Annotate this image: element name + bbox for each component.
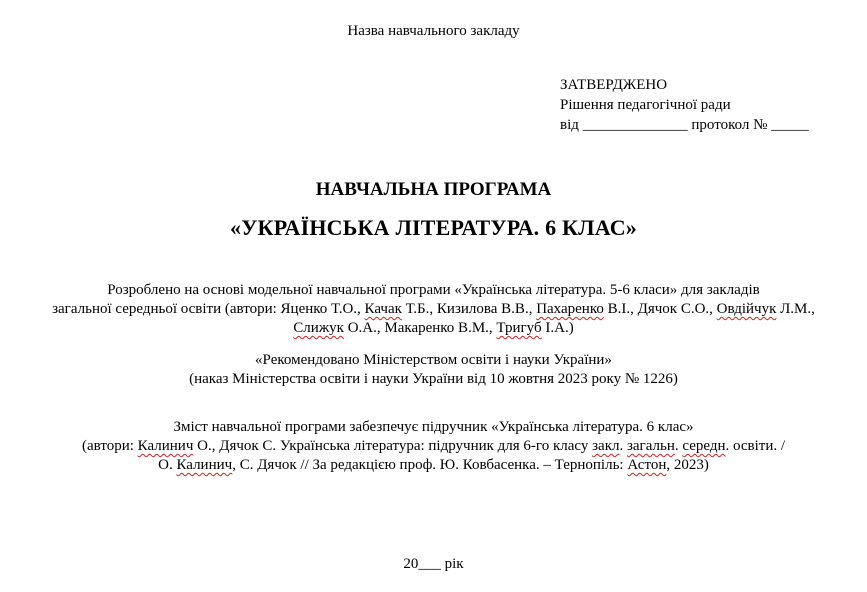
approved-label: ЗАТВЕРДЖЕНО [560, 77, 668, 93]
council-decision-label: Рішення педагогічної ради [560, 97, 731, 113]
course-title: «УКРАЇНСЬКА ЛІТЕРАТУРА. 6 КЛАС» [230, 215, 637, 240]
year-line: 20___ рік [403, 556, 464, 572]
spellcheck-word: Калинич [176, 457, 233, 473]
spellcheck-word: Астон [627, 457, 667, 473]
recommended-line-1: «Рекомендовано Міністерством освіти і науки України» [255, 352, 612, 368]
spellcheck-word: загальн [626, 438, 675, 454]
content-line-3: О. Калинич, С. Дячок // За редакцією проф. Ю. Ковбасенка. – Тернопіль: Астон, 2023) [158, 457, 709, 473]
spellcheck-word: Калинич [137, 438, 194, 454]
content-line-2: (автори: Калинич О., Дячок С. Українська література: підручник для 6-го класу закл. загальн. середн. освіти. / [81, 438, 786, 454]
program-title: НАВЧАЛЬНА ПРОГРАМА [315, 179, 552, 200]
spellcheck-word: закл [592, 438, 620, 454]
recommended-line-2: (наказ Міністерства освіти і науки України від 10 жовтня 2023 року № 1226) [189, 371, 678, 387]
spellcheck-word: Тригуб [496, 320, 542, 336]
developed-line-2: загальної середньої освіти (автори: Яценко Т.О., Качак Т.Б., Кизилова В.В., Пахаренко В.І., Дячок С.О., Овдійчук Л.М., [52, 301, 815, 317]
spellcheck-word: Качак [364, 301, 402, 317]
spellcheck-word: Овдійчук [716, 301, 777, 317]
date-protocol-line: від ______________ протокол № _____ [560, 117, 809, 133]
institution-name: Назва навчального закладу [347, 23, 520, 39]
spellcheck-word: Слижук [293, 320, 344, 336]
spellcheck-word: Пахаренко [536, 301, 604, 317]
spellcheck-word: середн [682, 438, 726, 454]
developed-line-3: Слижук О.А., Макаренко В.М., Тригуб І.А.) [293, 320, 574, 336]
developed-line-1: Розроблено на основі модельної навчальної програми «Українська література. 5-6 класи» для закладів [107, 282, 760, 298]
approval-block [560, 75, 809, 135]
content-line-1: Зміст навчальної програми забезпечує підручник «Українська література. 6 клас» [173, 419, 694, 435]
